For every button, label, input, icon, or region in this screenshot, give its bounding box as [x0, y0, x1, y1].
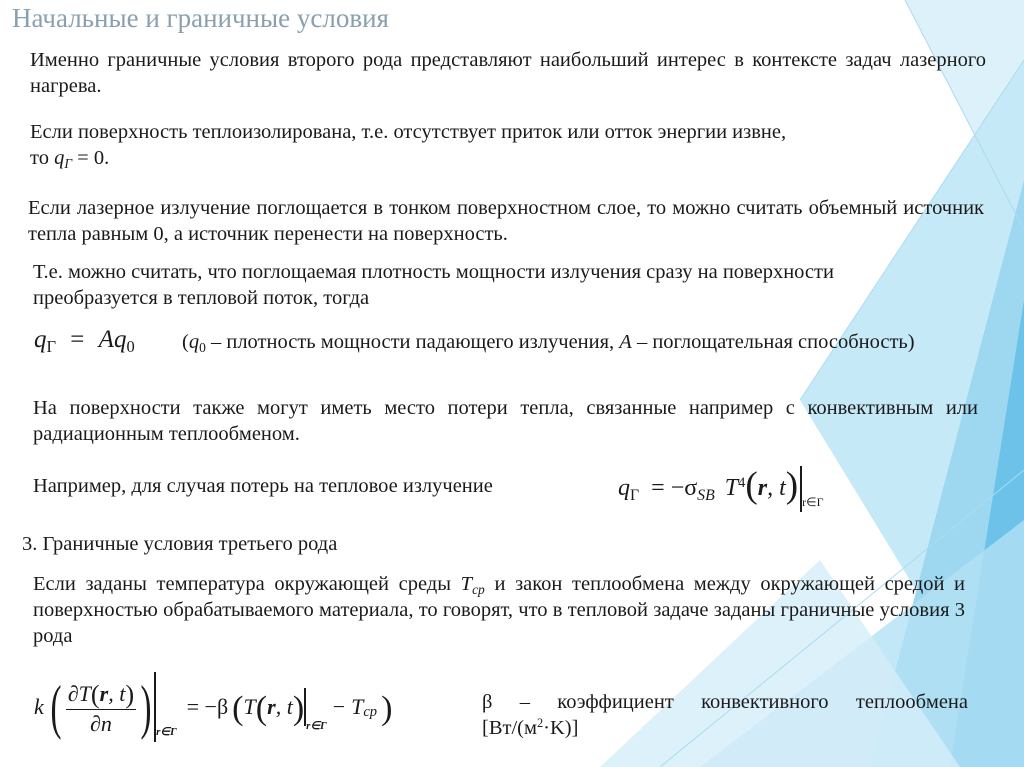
tk-minus-beta: = −β — [186, 694, 229, 719]
eq1-q: q — [34, 326, 47, 353]
tk-num-t: , t — [108, 681, 126, 706]
tk-rhs-inner-lparen: ( — [255, 690, 268, 728]
tk-rhs-minus: − — [332, 694, 346, 719]
tk-denominator: ∂n — [90, 711, 112, 736]
paragraph-radiation-example: Например, для случая потерь на тепловое излучение — [33, 475, 493, 497]
tk-sub-r-in-gamma: r∈Г — [156, 726, 177, 738]
insulated-line-1: Если поверхность теплоизолирована, т.е. отсутствует приток или отток энергии извне, — [30, 121, 787, 143]
rad-r: r — [757, 475, 768, 501]
tk-rhs-Tcp: T — [351, 694, 364, 719]
eq1-sub-zero: 0 — [126, 337, 135, 357]
equation-flux-absorption — [34, 326, 135, 357]
beta-coefficient-note — [482, 690, 968, 742]
beta-units-end: ·K)] — [543, 716, 579, 739]
tk-num-r: r — [99, 681, 109, 706]
paragraph-power-density: Т.е. можно считать, что поглощаемая плотность мощности излучения сразу на поверхности преобразуется в тепловой поток, тогда — [33, 261, 834, 309]
tk-rhs-rparen: ) — [381, 690, 393, 728]
text-to: то — [30, 146, 49, 169]
note-A: A — [619, 331, 632, 353]
rad-sub-r-in-gamma: r∈Г — [802, 494, 824, 509]
tk-big-rparen: ) — [140, 674, 152, 740]
slide-title: Начальные и граничные условия — [12, 3, 389, 33]
rad-rparen: ) — [785, 465, 799, 507]
rad-sub-sb: SB — [697, 487, 715, 505]
paragraph-thin-layer-absorption: Если лазерное излучение поглощается в тонком поверхностном слое, то можно считать объемный источник тепла равным 0, а источник перенести на поверхность. — [28, 197, 984, 245]
third-kind-text-2: и закон теплообмена между окружающей средой и поверхностью обрабатываемого материала, то говорят, что в тепловой задаче заданы граничные условия 3 рода — [33, 573, 966, 647]
tk-rhs-t: , t — [275, 694, 293, 719]
subscript-gamma: Γ — [64, 156, 73, 172]
paragraph-second-kind-interest: Именно граничные условия второго рода представляют наибольший интерес в контексте задач лазерного нагрева. — [30, 49, 986, 97]
paragraph-third-kind-definition — [33, 572, 965, 649]
equation-radiation-loss — [618, 462, 824, 512]
rad-lparen: ( — [745, 465, 758, 507]
insulated-line-2 — [30, 146, 990, 172]
note-q: q — [188, 331, 200, 353]
tk-fraction — [66, 677, 136, 737]
note-end: – поглощательная способность) — [631, 331, 915, 353]
tk-big-lparen: ( — [50, 674, 62, 740]
symbol-q: q — [54, 146, 65, 169]
third-kind-sub-cp: ср — [472, 582, 485, 598]
tk-rhs-sub-r-in-gamma: r∈Г — [306, 720, 327, 732]
heading-third-kind: 3. Граничные условия третьего рода — [22, 533, 338, 555]
equation-third-kind: k ( $\frac{\partial T(r, t)}{\partial n}$ ) r∈Г = −β ( T ( r , t ) r∈Г − T ср ) — [34, 674, 393, 740]
tk-rhs-T: T — [243, 694, 256, 719]
beta-units-sup: 2 — [536, 716, 544, 731]
tk-rhs-r: r — [267, 694, 276, 719]
rad-sub-gamma: Г — [630, 487, 640, 505]
rad-minus-sigma: = −σ — [651, 475, 698, 501]
equation-flux-note — [182, 330, 986, 356]
third-kind-T: T — [460, 573, 473, 595]
tk-num-lparen: ( — [90, 678, 100, 709]
note-sub-zero: 0 — [199, 340, 206, 356]
rad-t: , t — [767, 475, 786, 501]
rad-sup-four: 4 — [738, 475, 746, 492]
paragraph-insulated-surface — [30, 120, 990, 172]
tk-rhs-inner-rparen: ) — [292, 690, 305, 728]
tk-numerator — [66, 677, 136, 710]
tk-k: k — [34, 694, 44, 719]
beta-desc: β – коэффициент конвективного теплообмена [Вт/(м — [482, 691, 968, 739]
eq1-q0: q — [113, 326, 127, 353]
equals-zero: = 0. — [77, 146, 110, 169]
third-kind-text-1: Если заданы температура окружающей среды — [33, 573, 452, 595]
eq1-equals: = — [70, 326, 85, 353]
eq1-A: A — [98, 326, 114, 353]
note-open: ( — [182, 331, 189, 353]
note-middle: – плотность мощности падающего излучения, — [205, 331, 620, 353]
tk-num-rparen: ) — [125, 678, 135, 709]
rad-q: q — [618, 475, 630, 501]
paragraph-heat-losses: На поверхности также могут иметь место потери тепла, связанные например с конвективным или радиационным теплообменом. — [33, 397, 978, 445]
eq1-sub-gamma: Г — [46, 337, 57, 357]
tk-rhs-lparen: ( — [232, 690, 244, 728]
tk-partial-T: ∂T — [67, 681, 91, 706]
rad-T: T — [724, 475, 739, 501]
